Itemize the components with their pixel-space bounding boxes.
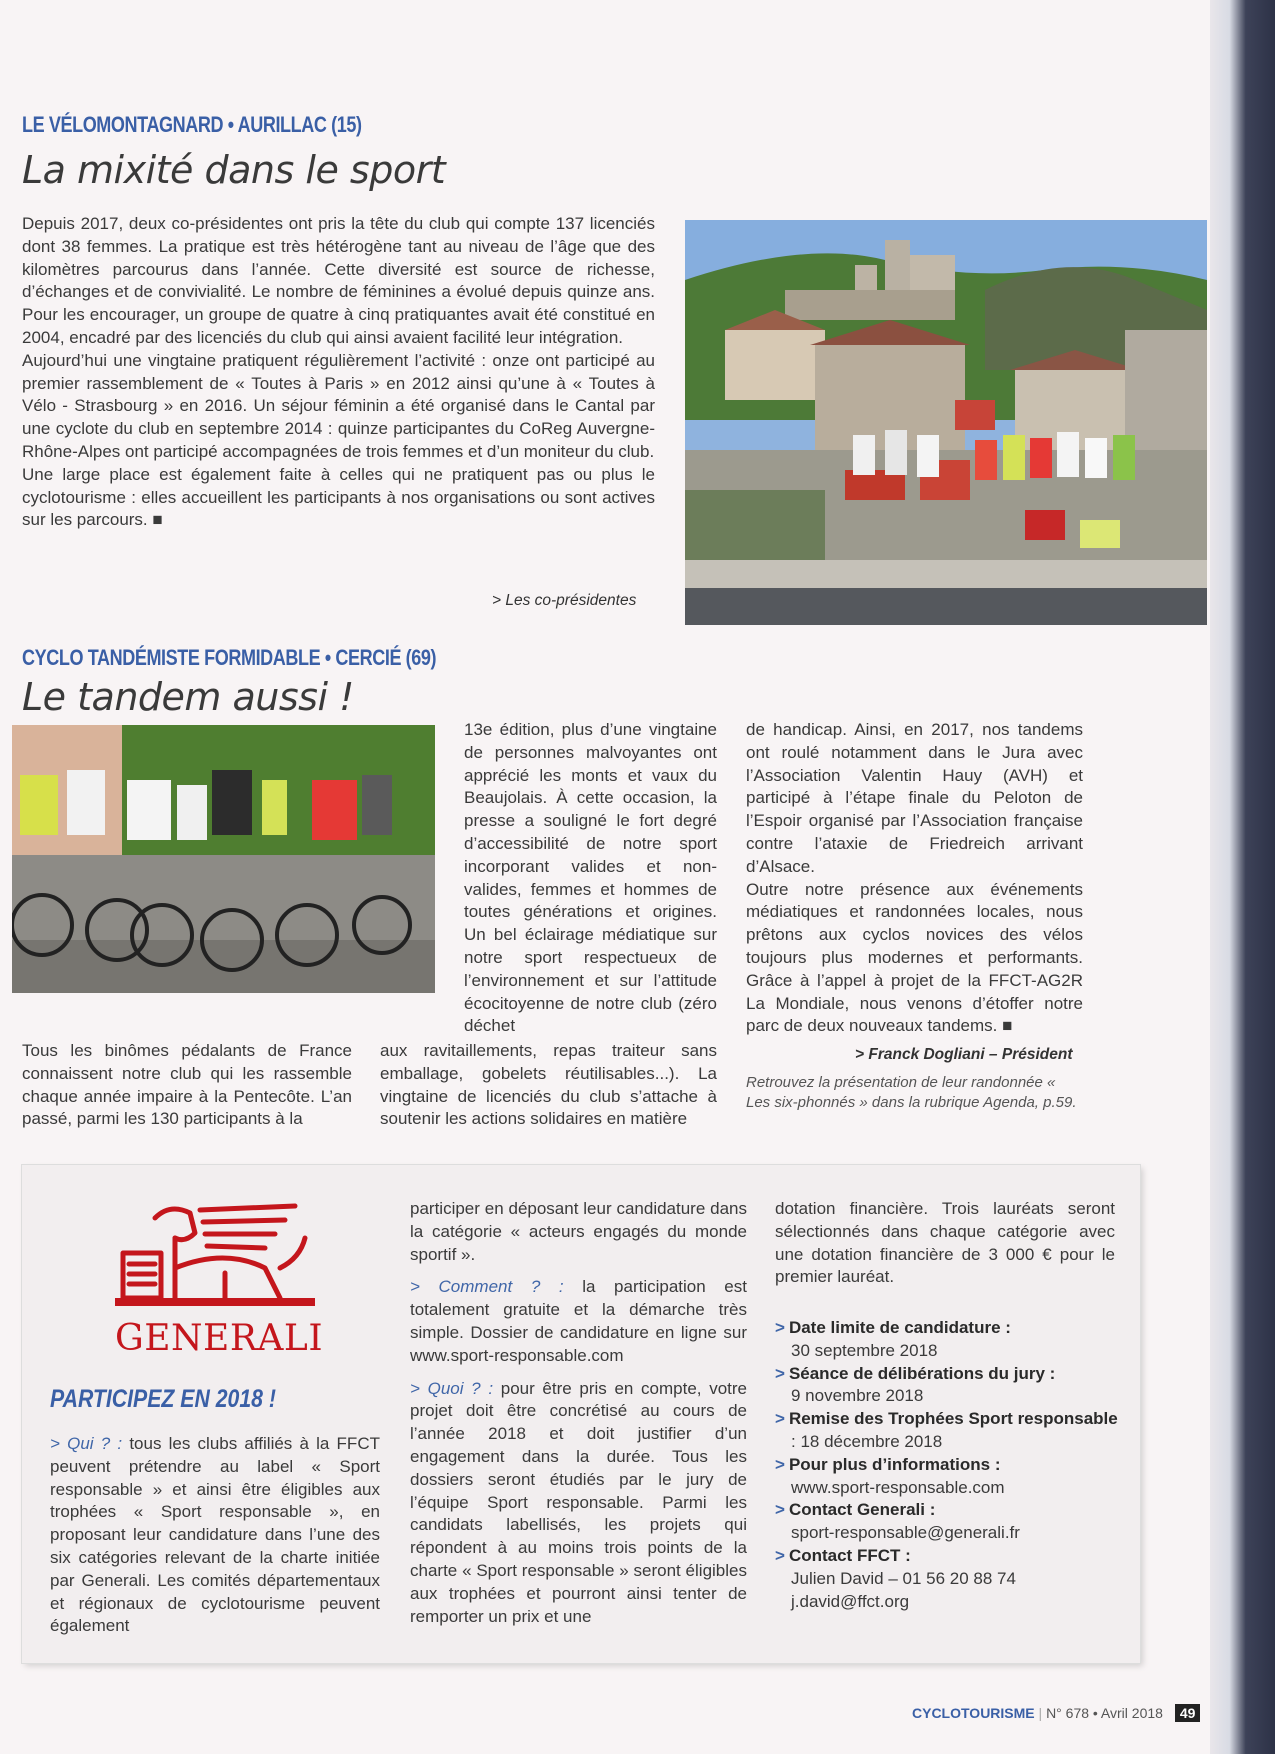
binding-edge [1210,0,1275,1754]
quoi-label: > Quoi ? : [410,1378,494,1398]
comment-text: la participation est totalement gratuite et la démarche très simple. Dossier de candidature en ligne sur www.sport-responsable.com [410,1277,747,1365]
info-item: > Remise des Trophées Sport responsable : 18 décembre 2018 [775,1409,1118,1451]
magazine-brand: CYCLOTOURISME [912,1705,1035,1721]
info-item: > Date limite de candidature : 30 septembre 2018 [775,1318,1011,1360]
comment-label: > Comment ? : [410,1277,564,1297]
sponsor-col2-intro: participer en déposant leur candidature dans la catégorie « acteurs engagés du monde sportif ». [410,1199,747,1264]
qui-text: tous les clubs affiliés à la FFCT peuvent prétendre au label « Sport responsable » et ainsi être éligibles aux trophées « Sport responsable », en proposant leur candidature dans l’une des six catégories relevant de la charte initiée par Generali. Les comités départementaux et régionaux de cyclotourisme peuvent également [50,1434,380,1636]
article2-paragraph: Outre notre présence aux événements médiatiques et randonnées locales, nous prêtons aux cyclos novices des vélos toujours plus modernes et performants. Grâce à l’appel à projet de la FFCT-AG2R La Mondiale, nous venons d’étoffer notre parc de deux nouveaux tandems. ■ [746,879,1083,1036]
article1-paragraph: Depuis 2017, deux co-présidentes ont pris la tête du club qui compte 137 licenciés dont 38 femmes. La pratique est très hétérogène tant au niveau de l’âge que des kilomètres parcourus dans l’année. Cette diversité est source de richesse, d’échanges et de convivialité. Le nombre de féminines a évolué depuis quinze ans. Pour les encourager, un groupe de quatre à cinq pratiquantes avait été constitué en 2004, encadré par des licenciés du club qui ainsi avaient facilité leur intégration. [22,214,655,347]
sponsor-col3-intro: dotation financière. Trois lauréats seront sélectionnés dans chaque catégorie avec une dotation financière de 3 000 € pour le premier lauréat. [775,1199,1115,1287]
article1-kicker: LE VÉLOMONTAGNARD • AURILLAC (15) [22,112,362,137]
article1-signature: > Les co-présidentes [492,592,637,609]
sponsor-comment [410,1276,747,1367]
tandem-group-photo [12,725,435,993]
generali-logo [115,1198,324,1363]
info-item: > Séance de délibérations du jury : 9 novembre 2018 [775,1363,1056,1406]
page-footer: CYCLOTOURISME | N° 678 • Avril 2018 49 [912,1704,1200,1722]
article2-column1: Tous les binômes pédalants de France connaissent notre club qui les rassemble chaque année impaire à la Pentecôte. L’an passé, parmi les 130 participants à la [22,1041,352,1129]
article2-column3 [746,719,1083,1038]
qui-label: > Qui ? : [50,1434,123,1453]
issue-info: N° 678 • Avril 2018 [1046,1705,1163,1721]
quoi-text: pour être pris en compte, votre projet doit être concrétisé au cours de l’année 2018 et doit justifier d’un engagement dans la durée. Tous les dossiers seront étudiés par le jury de l’équipe Sport responsable. Parmi les candidats labellisés, les projets qui répondent à au moins trois points de la charte « Sport responsable » seront éligibles aux trophées et pourront ainsi tenter de remporter un prix et une [410,1378,747,1626]
article1-body [22,213,655,532]
sponsor-qui [50,1433,380,1638]
article2-signature: > Franck Dogliani – Président [855,1046,1073,1063]
info-item: > Contact Generali : sport-responsable@generali.fr [775,1500,1020,1543]
article2-column2-top: 13e édition, plus d’une vingtaine de personnes malvoyantes ont apprécié les monts et vaux du Beaujolais. À cette occasion, la presse a souligné le fort degré d’accessibilité de notre sport incorporant valides et non-valides, femmes et hommes de toutes générations et origines. Un bel éclairage médiatique sur notre sport respectueux de l’environnement et sur l’attitude écocitoyenne de notre club (zéro déchet [464,720,717,1036]
article2-title: Le tandem aussi ! [22,675,354,719]
sponsor-quoi [410,1378,747,1629]
info-item: > Pour plus d’informations : www.sport-responsable.com [775,1454,1005,1497]
sponsor-info-list [775,1317,1135,1613]
article1-title: La mixité dans le sport [22,148,446,192]
generali-logo-text: GENERALI [115,1318,324,1359]
sponsor-heading: PARTICIPEZ EN 2018 ! [50,1385,276,1413]
article1-paragraph: Une large place est également faite à celles qui ne pratiquent pas ou plus le cyclotourisme : elles accueillent les participants à nos organisations ou sont actives sur les parcours. ■ [22,464,655,530]
page-number: 49 [1175,1704,1201,1722]
sponsor-column2 [410,1198,747,1628]
winged-lion-icon [115,1198,315,1308]
article2-column2-bottom: aux ravitaillements, repas traiteur sans emballage, gobelets réutilisables...). La vingtaine de licenciés du club s’attache à soutenir les actions solidaires en matière [380,1041,717,1129]
info-item: > Contact FFCT : Julien David – 01 56 20 88 74 [775,1545,1016,1588]
article2-paragraph: de handicap. Ainsi, en 2017, nos tandems ont roulé notamment dans le Jura avec l’Association Valentin Hauy (AVH) et participé à l’étape finale du Peloton de l’Espoir organisé par l’Association française contre l’ataxie de Friedreich arrivant d’Alsace. [746,720,1083,876]
article2-kicker: CYCLO TANDÉMISTE FORMIDABLE • CERCIÉ (69) [22,645,437,670]
village-group-photo [685,220,1207,625]
article2-note: Retrouvez la présentation de leur randonnée « Les six-phonnés » dans la rubrique Agenda, p.59. [746,1074,1077,1111]
info-item: j.david@ffct.org [791,1591,910,1611]
article1-paragraph: Aujourd’hui une vingtaine pratiquent régulièrement l’activité : onze ont participé au premier rassemblement de « Toutes à Paris » en 2012 ainsi qu’une à « Toutes à Vélo - Strasbourg » en 2016. Un séjour féminin a été organisé dans le Cantal par une cyclote du club en septembre 2014 : quinze participantes du CoReg Auvergne-Rhône-Alpes ont participé accompagnées de trois femmes et d’un moniteur du club. [22,350,655,461]
